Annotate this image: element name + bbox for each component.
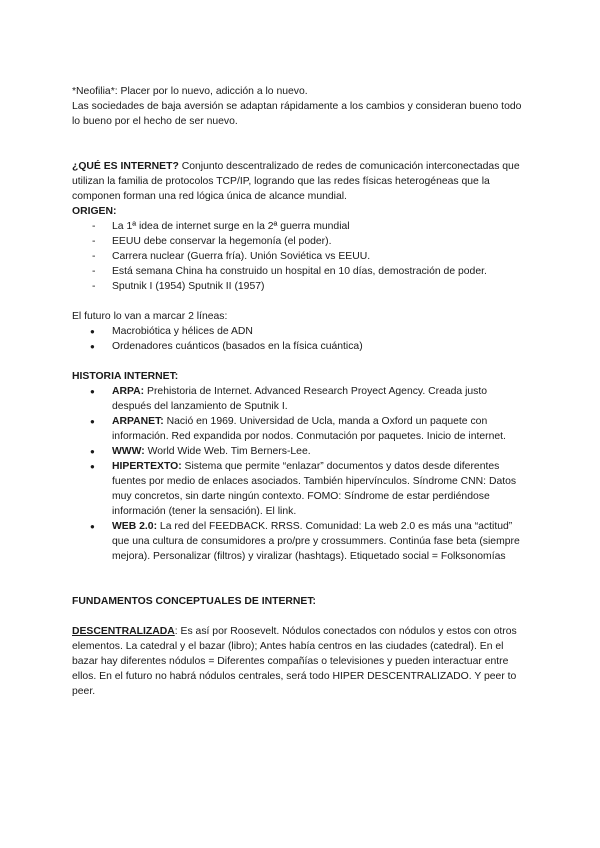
list-item bbox=[72, 384, 528, 414]
que-es-internet-label: ¿QUÉ ES INTERNET? bbox=[72, 161, 179, 172]
descentralizada-text: : Es así por Roosevelt. Nódulos conectados con nódulos y estos con otros elementos. La catedral y el bazar (libro); Antes había centros en las ciudades (catedral). En el bazar hay diferentes nódulos = Diferentes compañías o televisiones y pueden interactuar entre ellos. En el futuro no habrá nódulos centrales, será todo HIPER DESCENTRALIZADO. Y peer to peer. bbox=[72, 626, 517, 697]
list-item: - La 1ª idea de internet surge en la 2ª guerra mundial bbox=[72, 219, 528, 234]
historia-label: WWW: bbox=[112, 446, 145, 457]
historia-label: ARPANET: bbox=[112, 416, 164, 427]
futuro-list bbox=[72, 324, 528, 354]
historia-title: HISTORIA INTERNET: bbox=[72, 371, 179, 382]
historia-list bbox=[72, 384, 528, 564]
que-es-internet-paragraph bbox=[72, 159, 528, 204]
historia-text: Sistema que permite “enlazar” documentos y datos desde diferentes fuentes por medio de enlaces asociados. También hipervínculos. Síndrome CNN: Datos muy concretos, sin darte ningún contexto. FOMO: Síndrome de estar perdiéndose información (tener la sensación). El link. bbox=[112, 461, 517, 517]
list-item: - Carrera nuclear (Guerra fría). Unión Soviética vs EEUU. bbox=[72, 249, 528, 264]
list-item: ● Macrobiótica y hélices de ADN bbox=[72, 324, 528, 339]
list-item bbox=[72, 519, 528, 564]
document-page bbox=[72, 84, 528, 699]
historia-text: Nació en 1969. Universidad de Ucla, manda a Oxford un paquete con información. Red expandida por nodos. Conmutación por paquetes. Inicio de internet. bbox=[112, 416, 506, 442]
origen-list bbox=[72, 219, 528, 294]
neofilia-line: *Neofilia*: Placer por lo nuevo, adicción a lo nuevo. bbox=[72, 86, 308, 97]
historia-text: World Wide Web. Tim Berners-Lee. bbox=[144, 446, 311, 457]
list-item: - Está semana China ha construido un hospital en 10 días, demostración de poder. bbox=[72, 264, 528, 279]
descentralizada-label: DESCENTRALIZADA bbox=[72, 626, 175, 637]
descentralizada-paragraph bbox=[72, 624, 528, 699]
list-item: ● Ordenadores cuánticos (basados en la física cuántica) bbox=[72, 339, 528, 354]
futuro-intro: El futuro lo van a marcar 2 líneas: bbox=[72, 311, 228, 322]
historia-label: HIPERTEXTO: bbox=[112, 461, 182, 472]
list-item bbox=[72, 444, 528, 459]
fundamentos-title: FUNDAMENTOS CONCEPTUALES DE INTERNET: bbox=[72, 596, 316, 607]
historia-label: ARPA: bbox=[112, 386, 145, 397]
list-item: - Sputnik I (1954) Sputnik II (1957) bbox=[72, 279, 528, 294]
list-item bbox=[72, 459, 528, 519]
historia-label: WEB 2.0: bbox=[112, 521, 158, 532]
list-item: - EEUU debe conservar la hegemonía (el poder). bbox=[72, 234, 528, 249]
origen-title: ORIGEN: bbox=[72, 206, 117, 217]
list-item bbox=[72, 414, 528, 444]
sociedades-paragraph: Las sociedades de baja aversión se adaptan rápidamente a los cambios y consideran bueno todo lo bueno por el hecho de ser nuevo. bbox=[72, 101, 522, 127]
historia-text: Prehistoria de Internet. Advanced Research Proyect Agency. Creada justo después del lanzamiento de Sputnik I. bbox=[112, 386, 488, 412]
que-es-internet-text: Conjunto descentralizado de redes de comunicación interconectadas que utilizan la familia de protocolos TCP/IP, logrando que las redes físicas heterogéneas que la componen forman una red lógica única de alcance mundial. bbox=[72, 161, 520, 202]
historia-text: La red del FEEDBACK. RRSS. Comunidad: La web 2.0 es más una “actitud” que una cultura de consumidores a pro/pre y crossummers. Continúa fase beta (siempre mejora). Personalizar (filtros) y viralizar (hashtags). Etiquetado social = Folksonomías bbox=[112, 521, 520, 562]
